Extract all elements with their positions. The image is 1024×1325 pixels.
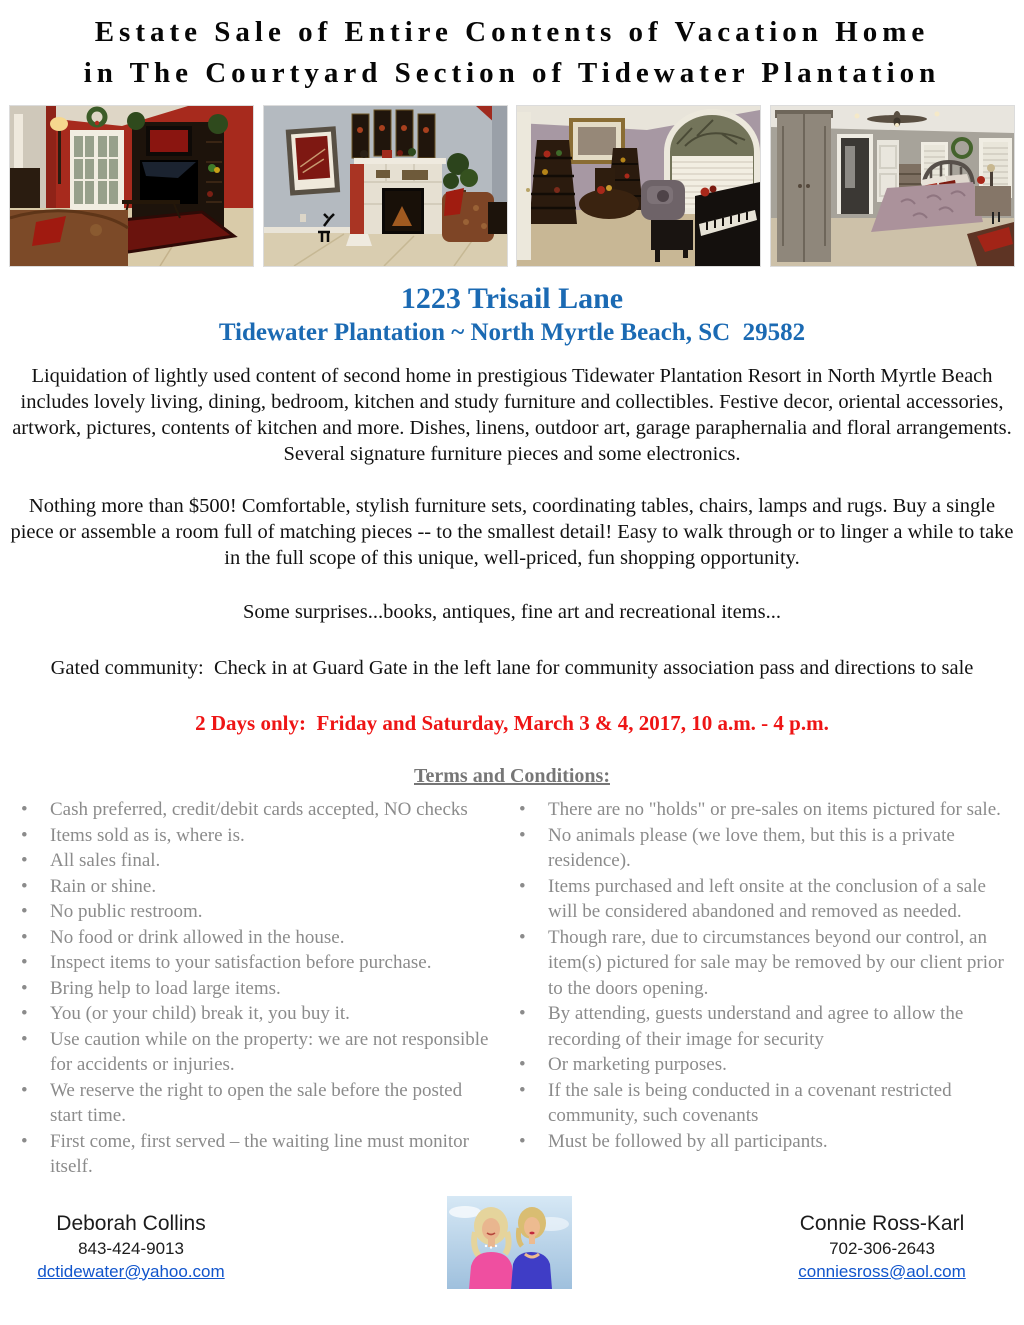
address-line-2: Tidewater Plantation ~ North Myrtle Beach, SC 29582 (218, 319, 806, 346)
term-item: • No food or drink allowed in the house. (14, 925, 496, 951)
agents-photo-image (447, 1196, 572, 1289)
term-item: • There are no "holds" or pre-sales on items pictured for sale. (512, 797, 1010, 823)
photo-study (516, 105, 761, 267)
term-item: • No animals please (we love them, but this is a private residence). (512, 823, 1010, 874)
term-item: • Though rare, due to circumstances beyond our control, an item(s) pictured for sale may be removed by our client prior to the doors opening. (512, 925, 1010, 1002)
contact-email-link[interactable]: conniesross@aol.com (798, 1261, 966, 1281)
address-line-1: 1223 Trisail Lane (400, 282, 624, 315)
gated-community-line: Gated community: Check in at Guard Gate in the left lane for community association pass and directions to sale (50, 657, 974, 679)
footer (0, 1196, 1024, 1306)
pricing-paragraph: Nothing more than $500! Comfortable, stylish furniture sets, coordinating tables, chairs, lamps and rugs. Buy a single piece or assemble a room full of matching pieces -- to the smallest detail! Easy to walk through or to linger a while to take in the full scope of this unique, well-priced, fun shopping opportunity. (10, 495, 1014, 569)
terms-left-list (14, 797, 496, 1180)
terms-left-column (14, 797, 496, 1180)
study-image (517, 106, 760, 266)
term-item: • Inspect items to your satisfaction before purchase. (14, 950, 496, 976)
contact-phone: 843-424-9013 (78, 1238, 184, 1258)
term-item: • No public restroom. (14, 899, 496, 925)
terms-right-list (512, 797, 1010, 1154)
contact-name: Deborah Collins (56, 1211, 206, 1235)
title-line-1: Estate Sale of Entire Contents of Vacation Home (94, 16, 930, 48)
terms-heading: Terms and Conditions: (414, 765, 610, 787)
photo-fireplace-room (263, 105, 508, 267)
term-item: • If the sale is being conducted in a covenant restricted community, such covenants (512, 1078, 1010, 1129)
agents-photo (447, 1196, 572, 1289)
term-item: • Use caution while on the property: we are not responsible for accidents or injuries. (14, 1027, 496, 1078)
page-title (0, 12, 1024, 94)
surprises-line: Some surprises...books, antiques, fine art and recreational items... (243, 601, 781, 623)
term-item: • First come, first served – the waiting line must monitor itself. (14, 1129, 496, 1180)
sale-dates-line: 2 Days only: Friday and Saturday, March 3 & 4, 2017, 10 a.m. - 4 p.m. (195, 711, 829, 735)
term-item: • Rain or shine. (14, 874, 496, 900)
fireplace-room-image (264, 106, 507, 266)
term-item: • You (or your child) break it, you buy it. (14, 1001, 496, 1027)
photo-bedroom (770, 105, 1015, 267)
contact-name: Connie Ross-Karl (799, 1211, 965, 1235)
photo-living-room (9, 105, 254, 267)
term-item: • All sales final. (14, 848, 496, 874)
term-item: • Or marketing purposes. (512, 1052, 1010, 1078)
photo-strip (9, 105, 1015, 267)
term-item: • By attending, guests understand and agree to allow the recording of their image for security (512, 1001, 1010, 1052)
term-item: • Cash preferred, credit/debit cards accepted, NO checks (14, 797, 496, 823)
contact-connie (762, 1212, 1002, 1282)
term-item: • Bring help to load large items. (14, 976, 496, 1002)
bedroom-image (771, 106, 1014, 266)
title-line-2: in The Courtyard Section of Tidewater Plantation (83, 57, 941, 89)
term-item: • Items purchased and left onsite at the conclusion of a sale will be considered abandoned and removed as needed. (512, 874, 1010, 925)
term-item: • We reserve the right to open the sale before the posted start time. (14, 1078, 496, 1129)
contact-phone: 702-306-2643 (829, 1238, 935, 1258)
term-item: • Items sold as is, where is. (14, 823, 496, 849)
contact-deborah (24, 1212, 238, 1282)
terms-right-column (496, 797, 1010, 1180)
term-item: • Must be followed by all participants. (512, 1129, 1010, 1155)
contact-email-link[interactable]: dctidewater@yahoo.com (37, 1261, 225, 1281)
living-room-image (10, 106, 253, 266)
terms-columns (14, 797, 1010, 1180)
intro-paragraph: Liquidation of lightly used content of second home in prestigious Tidewater Plantation Resort in North Myrtle Beach includes lovely living, dining, bedroom, kitchen and study furniture and collectibles. Festive decor, oriental accessories, artwork, pictures, contents of kitchen and more. Dishes, linens, outdoor art, garage paraphernalia and floral arrangements. Several signature furniture pieces and some electronics. (12, 365, 1012, 465)
